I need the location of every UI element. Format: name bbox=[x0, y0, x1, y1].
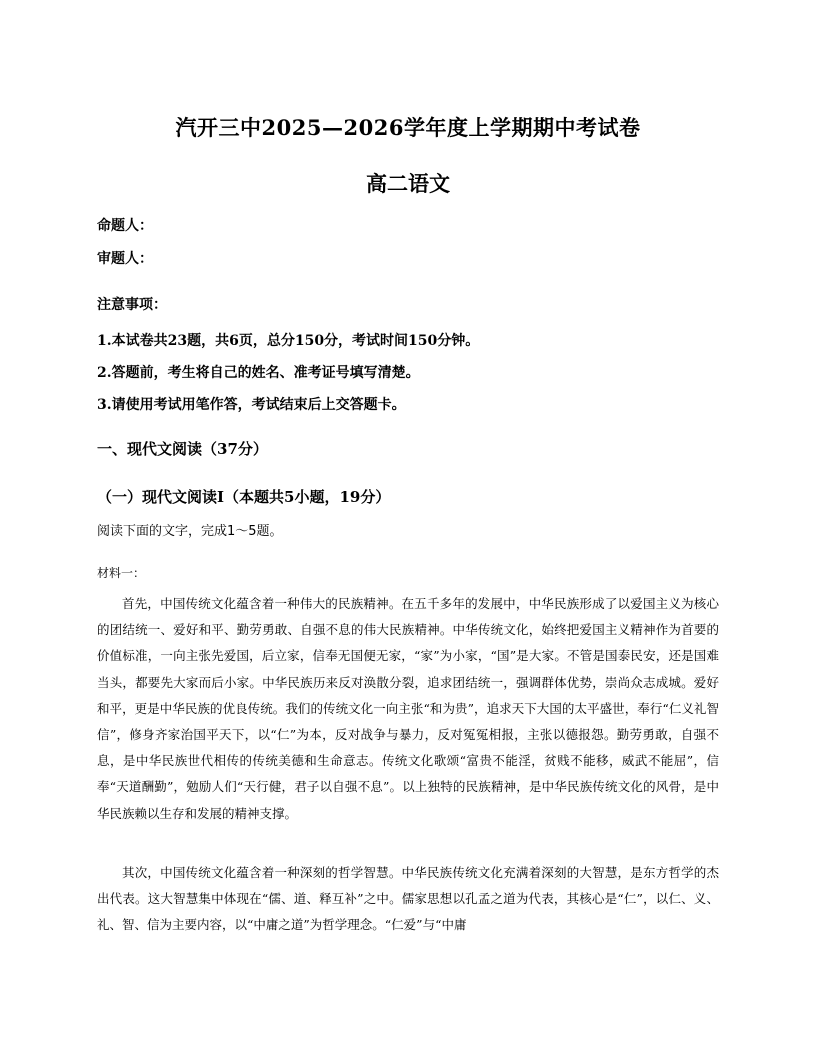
subsection-heading: （一）现代文阅读Ⅰ（本题共5小题，19分） bbox=[97, 488, 391, 506]
note-item: 2.答题前，考生将自己的姓名、准考证号填写清楚。 bbox=[97, 365, 420, 381]
exam-subject: 高二语文 bbox=[366, 171, 450, 196]
notes-heading: 注意事项： bbox=[97, 297, 167, 313]
reading-instruction: 阅读下面的文字，完成1～5题。 bbox=[97, 524, 283, 539]
author-label: 命题人： bbox=[97, 218, 153, 234]
note-item: 3.请使用考试用笔作答，考试结束后上交答题卡。 bbox=[97, 397, 406, 413]
passage-paragraph bbox=[97, 860, 719, 939]
paragraph-text: 其次，中国传统文化蕴含着一种深刻的哲学智慧。中华民族传统文化充满着深刻的大智慧，是东方哲学的杰出代表。这大智慧集中体现在“儒、道、释互补”之中。儒家思想以孔孟之道为代表，其核心是“仁”，以仁、义、礼、智、信为主要内容，以“中庸之道”为哲学理念。“仁爱”与“中庸 bbox=[97, 865, 719, 933]
passage-paragraph bbox=[97, 591, 719, 827]
reviewer-label: 审题人： bbox=[97, 251, 153, 267]
material-label: 材料一： bbox=[97, 566, 146, 580]
paragraph-text: 首先，中国传统文化蕴含着一种伟大的民族精神。在五千多年的发展中，中华民族形成了以爱国主义为核心的团结统一、爱好和平、勤劳勇敢、自强不息的伟大民族精神。中华传统文化，始终把爱国主义精神作为首要的价值标准，一向主张先爱国，后立家，信奉无国便无家，“家”为小家，“国”是大家。不管是国泰民安，还是国难当头，都要先大家而后小家。中华民族历来反对涣散分裂，追求团结统一，强调群体优势，崇尚众志成城。爱好和平，更是中华民族的优良传统。我们的传统文化一向主张“和为贵”，追求天下大国的太平盛世，奉行“仁义礼智信”，修身齐家治国平天下，以“仁”为本，反对战争与暴力，反对冤冤相报，主张以德报怨。勤劳勇敢，自强不息，是中华民族世代相传的传统美德和生命意志。传统文化歌颂“富贵不能淫，贫贱不能移，威武不能屈”，信奉“天道酬勤”，勉励人们“天行健，君子以自强不息”。以上独特的民族精神，是中华民族传统文化的风骨，是中华民族赖以生存和发展的精神支撑。 bbox=[97, 596, 719, 821]
exam-title: 汽开三中2025—2026学年度上学期期中考试卷 bbox=[175, 115, 641, 140]
note-item: 1.本试卷共23题，共6页，总分150分，考试时间150分钟。 bbox=[97, 333, 480, 349]
section-heading: 一、现代文阅读（37分） bbox=[97, 440, 268, 458]
